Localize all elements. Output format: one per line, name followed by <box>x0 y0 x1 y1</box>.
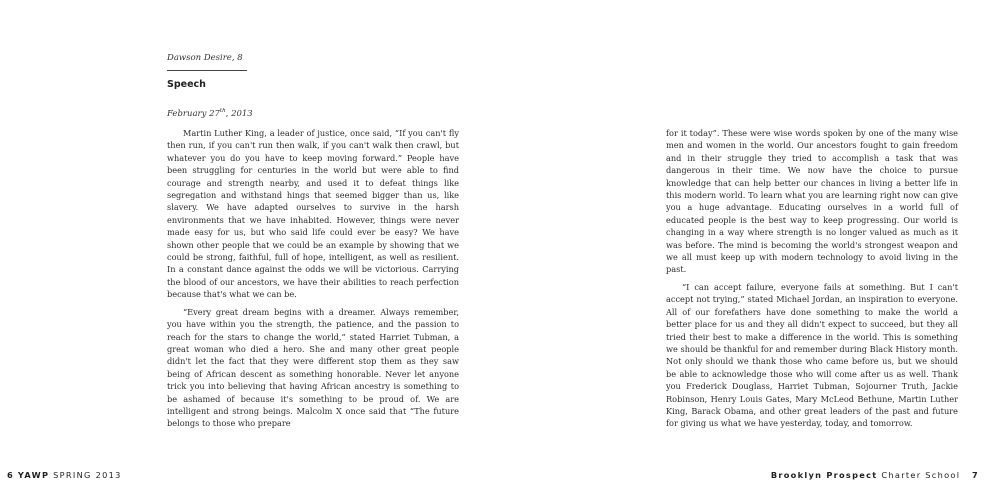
school-name-rest: Charter School <box>881 470 961 480</box>
right-footer <box>771 470 979 480</box>
byline-divider <box>167 70 247 71</box>
left-body-column <box>167 127 459 435</box>
article-title: Speech <box>167 79 206 90</box>
body-paragraph: for it today”. These were wise words spoken by one of the many wise men and women in the world. Our ancestors fought to gain freedom and in their struggle they tried to accomplish a task that was dangerous in their time. We now have the choice to pursue knowledge that can help better our chances in living a better life in this modern world. To learn what you are learning right now can give you a huge advantage. Educating ourselves in a world full of educated people is the best way to keep progressing. Our world is changing in a way where strength is no longer valued as much as it was before. The mind is becoming the world's strongest weapon and we all must keep up with modern technology to avoid living in the past. <box>666 128 958 275</box>
body-paragraph: “Every great dream begins with a dreamer. Always remember, you have within you the strength, the patience, and the passion to reach for the stars to change the world,” stated Harriet Tubman, a great woman who died a hero. She and many other great people didn't let the fact that they were different stop them as they saw being of African descent as something honorable. Never let anyone trick you into believing that having African ancestry is something to be ashamed of because it's something to be proud of. We are intelligent and strong beings. Malcolm X once said that “The future belongs to those who prepare <box>167 306 459 429</box>
right-page-number: 7 <box>972 470 979 480</box>
article-date <box>167 108 253 119</box>
author-byline: Dawson Desire, 8 <box>167 53 243 63</box>
date-month-day: February 27 <box>167 108 220 119</box>
body-paragraph: “I can accept failure, everyone fails at something. But I can't accept not trying,” stated Michael Jordan, an inspiration to everyone. All of our forefathers have done something to make the world a better place for us and they all didn't expect to succeed, but they all tried their best to make a difference in the world. This is something we should be thankful for and remember during Black History month. Not only should we thank those who came before us, but we should be able to acknowledge those who will come after us as well. Thank you Frederick Douglass, Harriet Tubman, Sojourner Truth, Jackie Robinson, Henry Louis Gates, Mary McLeod Bethune, Martin Luther King, Barack Obama, and other great leaders of the past and future for giving us what we have yesterday, today, and tomorrow. <box>666 281 958 429</box>
school-name-bold: Brooklyn Prospect <box>770 470 878 480</box>
body-paragraph: Martin Luther King, a leader of justice, once said, “If you can't fly then run, if you can't run then walk, if you can't walk then crawl, but whatever you do you have to keep moving forward.” People have been struggling for centuries in the world but were able to find courage and strength nearby, and used it to defeat things like segregation and withstand hings that seemed bigger than us, like slavery. We have adapted ourselves to survive in the harsh environments that we have inhabited. However, things were never made easy for us, but who said life could ever be easy? We have shown other people that we could be an example by showing that we could be strong, faithful, full of hope, intelligent, as well as resilient. In a constant dance against the odds we will be victorious. Carrying the blood of our ancestors, we have their abilities to reach perfection because that's what we can be. <box>167 128 459 300</box>
left-footer <box>7 470 122 480</box>
right-body-column <box>666 127 958 435</box>
publication-name: YAWP <box>17 470 50 480</box>
issue-label: SPRING 2013 <box>53 470 122 480</box>
date-ordinal: th <box>219 108 226 114</box>
right-page <box>500 0 1000 500</box>
left-page-number: 6 <box>7 470 14 480</box>
date-year: , 2013 <box>225 108 253 119</box>
